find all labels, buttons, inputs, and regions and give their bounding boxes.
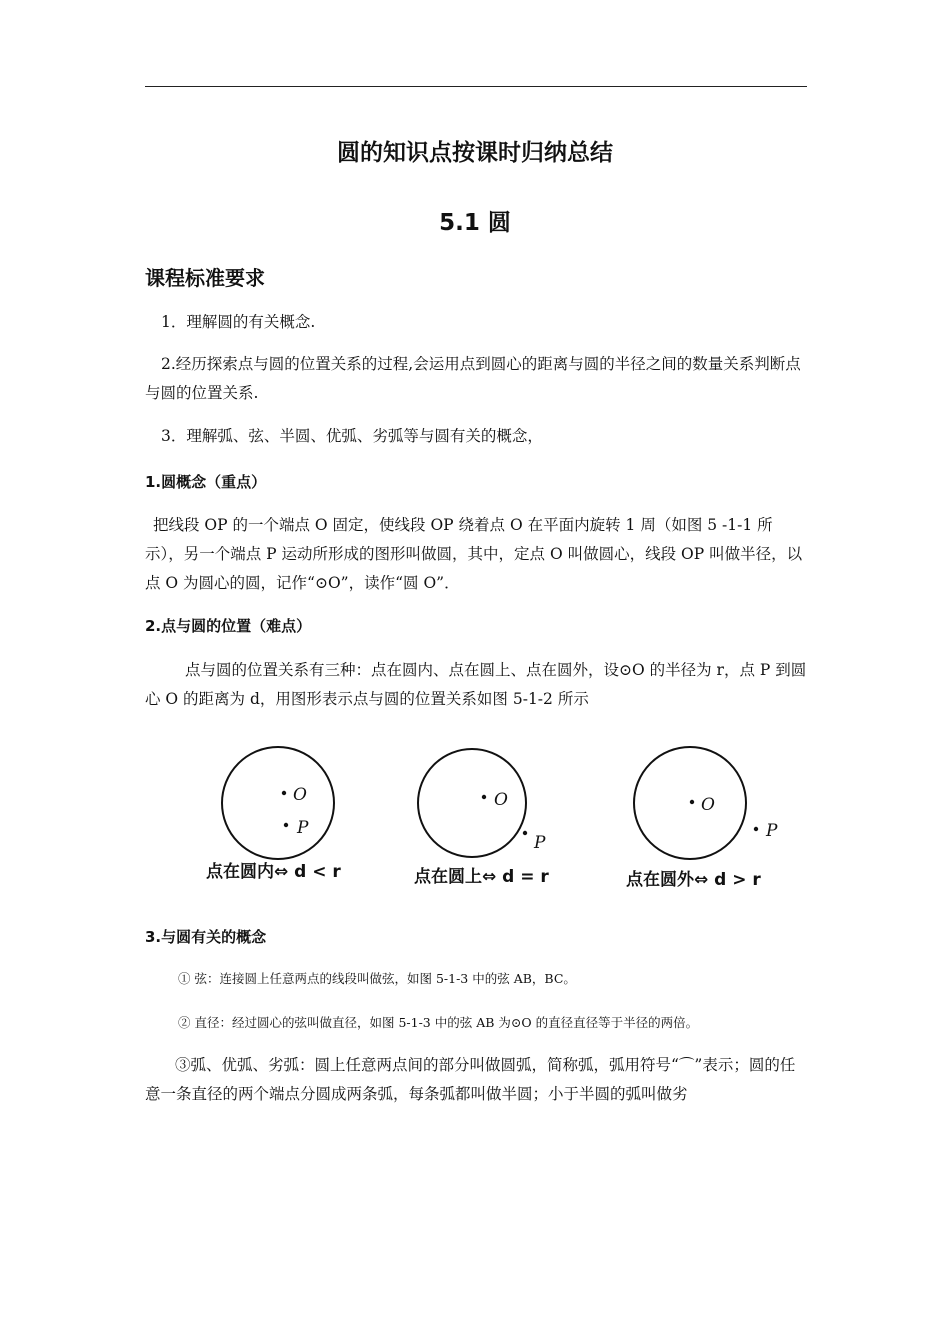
requirement-2: 2.经历探索点与圆的位置关系的过程,会运用点到圆心的距离与圆的半径之间的数量关系判断点与圆的位置关系. bbox=[145, 355, 801, 402]
circle-inside bbox=[222, 747, 334, 859]
requirement-3: 3．理解弧、弦、半圆、优弧、劣弧等与圆有关的概念， bbox=[161, 427, 543, 445]
concept-item-2: ② 直径：经过圆心的弦叫做直径，如图 5-1-3 中的弦 AB 为⊙O 的直径直径等于半径的两倍。 bbox=[178, 1015, 699, 1030]
caption-outside: 点在圆外⇔ d > r bbox=[626, 870, 761, 890]
point-circle-figure bbox=[180, 725, 810, 899]
standards-heading: 课程标准要求 bbox=[145, 266, 265, 290]
concept-item-1: ① 弦：连接圆上任意两点的线段叫做弦，如图 5-1-3 中的弦 AB，BC。 bbox=[178, 971, 576, 986]
center-dot-2 bbox=[482, 795, 486, 799]
center-label-1: O bbox=[293, 785, 307, 805]
center-dot-1 bbox=[282, 791, 286, 795]
point-label-1: P bbox=[297, 818, 309, 838]
section-title: 5.1 圆 bbox=[439, 210, 511, 236]
point-label-2: P bbox=[534, 833, 546, 853]
header-rule bbox=[145, 86, 807, 87]
section-1-text: 把线段 OP 的一个端点 O 固定，使线段 OP 绕着点 O 在平面内旋转 1 周（如图 5 -1-1 所示），另一个端点 P 运动所形成的图形叫做圆，其中，定点 O 叫做圆心，线段 OP 叫做半径，以点 O 为圆心的圆，记作“⊙O”，读作“圆 O”． bbox=[145, 516, 803, 592]
point-dot-1 bbox=[284, 823, 288, 827]
section-2-heading: 2.点与圆的位置（难点） bbox=[145, 617, 312, 635]
point-dot-2 bbox=[523, 831, 527, 835]
center-label-3: O bbox=[701, 795, 715, 815]
section-1-heading: 1.圆概念（重点） bbox=[145, 473, 267, 491]
center-label-2: O bbox=[494, 790, 508, 810]
requirement-1: 1．理解圆的有关概念. bbox=[161, 313, 316, 331]
page-title: 圆的知识点按课时归纳总结 bbox=[337, 140, 613, 166]
circle-on bbox=[418, 749, 526, 857]
section-3-heading: 3.与圆有关的概念 bbox=[145, 928, 267, 946]
point-dot-3 bbox=[754, 827, 758, 831]
circle-outside bbox=[634, 747, 746, 859]
section-2-text: 点与圆的位置关系有三种：点在圆内、点在圆上、点在圆外，设⊙O 的半径为 r，点 P 到圆心 O 的距离为 d，用图形表示点与圆的位置关系如图 5-1-2 所示 bbox=[145, 661, 807, 708]
point-label-3: P bbox=[766, 821, 778, 841]
caption-on: 点在圆上⇔ d = r bbox=[414, 867, 549, 887]
figure-svg bbox=[180, 725, 810, 895]
concept-item-3: ③弧、优弧、劣弧：圆上任意两点间的部分叫做圆弧，简称弧，弧用符号“⌒”表示；圆的任意一条直径的两个端点分圆成两条弧，每条弧都叫做半圆；小于半圆的弧叫做劣 bbox=[145, 1056, 796, 1103]
caption-inside: 点在圆内⇔ d < r bbox=[206, 862, 341, 882]
center-dot-3 bbox=[690, 800, 694, 804]
